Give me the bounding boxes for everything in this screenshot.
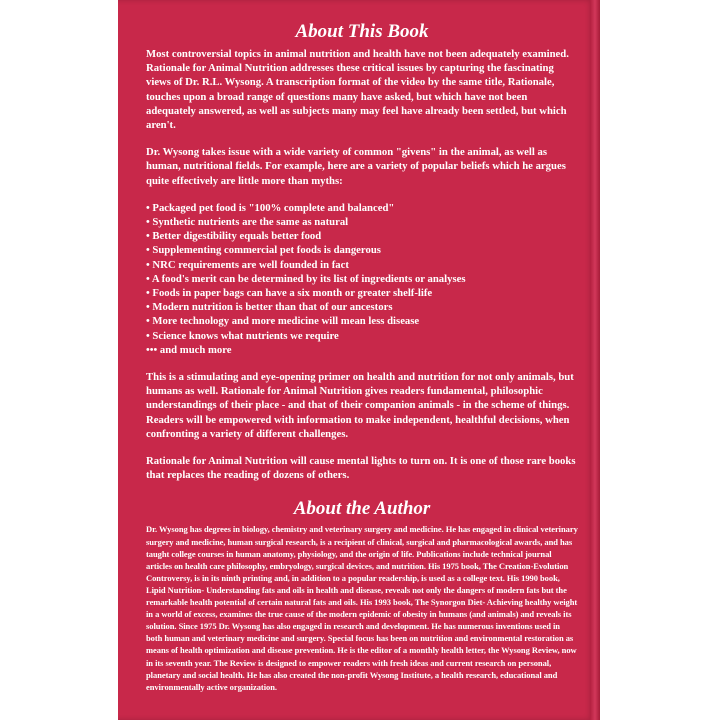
list-item: • A food's merit can be determined by its list of ingredients or analyses [146, 272, 466, 285]
list-item: • Foods in paper bags can have a six month or greater shelf-life [146, 287, 433, 300]
cover-edge [590, 0, 600, 720]
about-the-author-section [146, 498, 578, 692]
list-item: • Better digestibility equals better food [146, 230, 322, 243]
cover-text [146, 18, 578, 693]
about-the-author-heading: About the Author [293, 498, 431, 520]
list-item: • Packaged pet food is "100% complete and balanced" [146, 201, 395, 214]
list-item: • Science knows what nutrients we require [146, 329, 339, 342]
list-item: • Modern nutrition is better than that of our ancestors [146, 301, 393, 314]
list-item: • Supplementing commercial pet foods is dangerous [146, 244, 381, 257]
myths-list [146, 201, 578, 357]
list-item: • More technology and more medicine will mean less disease [146, 315, 420, 328]
author-bio-paragraph: Dr. Wysong has degrees in biology, chemistry and veterinary surgery and medicine. He has engaged in clinical veterinary surgery and medicine, human surgical research, is a recipient of clinical, surgical and pharmacological awards, and has taught college courses in human anatomy, physiology, and the origin of life. Publications include technical journal articles on health care philosophy, embryology, surgical devices, and nutrition. His 1975 book, The Creation-Evolution Controversy, is in its ninth printing and, in addition to a popular readership, is used as a college text. His 1990 book, Lipid Nutrition- Understanding fats and oils in health and disease, reveals not only the dangers of modern fats but the remarkable health potential of certain natural fats and oils. His 1993 book, The Synorgon Diet- Achieving healthy weight in a world of excess, examines the true cause of the modern epidemic of obesity in humans (and animals) and reveals its solution. Since 1975 Dr. Wysong has also engaged in research and development. He has numerous inventions used in both human and veterinary medicine and surgery. Special focus has been on nutrition and environmental restoration as means of health optimization and disease prevention. He is the editor of a monthly health letter, the Wysong Review, now in its seventh year. The Review is designed to empower readers with fresh ideas and current research on personal, planetary and social health. He has also created the non-profit Wysong Institute, a health research, educational and environmentally active organization. [146, 524, 578, 692]
givens-paragraph: Dr. Wysong takes issue with a wide variety of common "givens" in the animal, as well as human, nutritional fields. For example, here are a variety of popular beliefs which he argues quite effectively are little more than myths: [146, 146, 566, 187]
about-this-book-heading: About This Book [295, 21, 429, 42]
closing-paragraph: Rationale for Animal Nutrition will cause mental lights to turn on. It is one of those rare books that replaces the reading of dozens of others. [146, 455, 576, 482]
list-item: ••• and much more [146, 343, 232, 356]
list-item: • Synthetic nutrients are the same as natural [146, 216, 349, 229]
list-item: • NRC requirements are well founded in fact [146, 258, 349, 271]
book-intro-paragraph: Most controversial topics in animal nutrition and health have not been adequately examined. Rationale for Animal Nutrition addresses these critical issues by capturing the fascinating views of Dr. R.L. Wysong. A transcription format of the video by the same title, Rationale, touches upon a broad range of questions many have asked, but which have not been adequately answered, as well as subjects many may feel have already been settled, but which aren't. [146, 48, 569, 132]
primer-paragraph: This is a stimulating and eye-opening primer on health and nutrition for not only animals, but humans as well. Rationale for Animal Nutrition gives readers fundamental, philosophic understandings of their place - and that of their companion animals - in the scheme of things. Readers will be empowered with information to make independent, healthful decisions, when confronting a variety of different challenges. [146, 371, 574, 440]
about-this-book-section [146, 21, 578, 482]
